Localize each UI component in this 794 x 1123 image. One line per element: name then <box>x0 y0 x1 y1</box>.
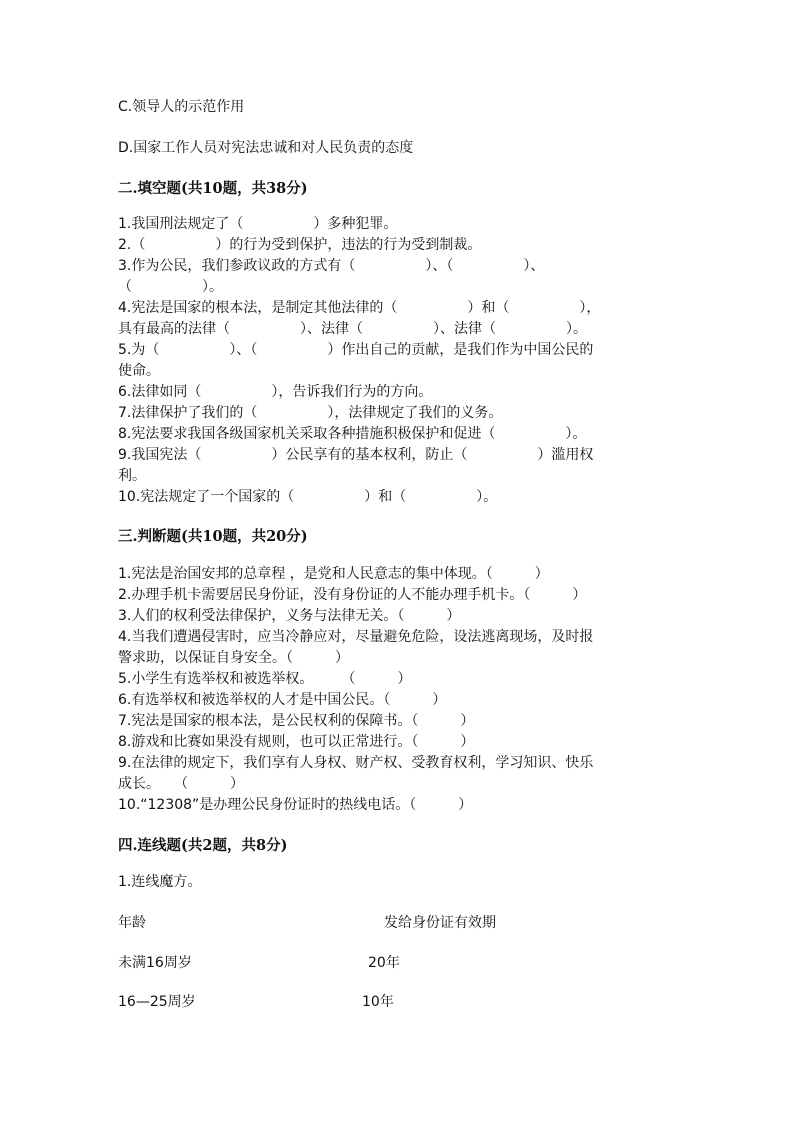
fill-blank-line: 具有最高的法律（ ）、法律（ ）、法律（ ）。 <box>118 321 587 337</box>
option-c: C.领导人的示范作用 <box>118 99 245 115</box>
fill-blank-line: 4.宪法是国家的根本法，是制定其他法律的（ ）和（ ）， <box>118 300 601 316</box>
fill-blank-line: 2.（ ）的行为受到保护，违法的行为受到制裁。 <box>118 237 482 253</box>
true-false-line: 8.游戏和比赛如果没有规则，也可以正常进行。（ ） <box>118 734 475 750</box>
true-false-line: 6.有选举权和被选举权的人才是中国公民。（ ） <box>118 692 447 708</box>
true-false-line: 成长。 （ ） <box>118 776 244 792</box>
fill-blank-line: 9.我国宪法（ ）公民享有的基本权利，防止（ ）滥用权 <box>118 447 594 463</box>
fill-blank-line: 使命。 <box>118 363 160 379</box>
matching-left-item: 未满16周岁 <box>118 955 192 971</box>
matching-right-item: 10年 <box>362 994 394 1010</box>
true-false-line: 警求助，以保证自身安全。（ ） <box>118 650 349 666</box>
option-d: D.国家工作人员对宪法忠诚和对人民负责的态度 <box>118 140 414 156</box>
fill-blank-line: （ ）。 <box>118 279 223 295</box>
true-false-line: 9.在法律的规定下，我们享有人身权、财产权、受教育权利，学习知识、快乐 <box>118 755 594 771</box>
true-false-line: 3.人们的权利受法律保护，义务与法律无关。（ ） <box>118 608 461 624</box>
fill-blank-line: 5.为（ ）、（ ）作出自己的贡献，是我们作为中国公民的 <box>118 342 594 358</box>
fill-blank-line: 7.法律保护了我们的（ ），法律规定了我们的义务。 <box>118 405 503 421</box>
matching-header-validity: 发给身份证有效期 <box>384 915 496 931</box>
matching-left-item: 16—25周岁 <box>118 994 196 1010</box>
true-false-line: 2.办理手机卡需要居民身份证，没有身份证的人不能办理手机卡。（ ） <box>118 587 587 603</box>
true-false-line: 1.宪法是治国安邦的总章程 ，是党和人民意志的集中体现。（ ） <box>118 566 549 582</box>
true-false-line: 5.小学生有选举权和被选举权。 （ ） <box>118 671 412 687</box>
fill-blank-line: 3.作为公民，我们参政议政的方式有（ ）、（ ）、 <box>118 258 545 274</box>
section-heading-fill-blank: 二.填空题(共10题，共38分) <box>118 180 308 197</box>
true-false-line: 7.宪法是国家的根本法，是公民权利的保障书。（ ） <box>118 713 475 729</box>
section-heading-true-false: 三.判断题(共10题，共20分) <box>118 528 308 545</box>
fill-blank-line: 8.宪法要求我国各级国家机关采取各种措施积极保护和促进（ ）。 <box>118 426 587 442</box>
matching-question: 1.连线魔方。 <box>118 874 202 890</box>
fill-blank-line: 6.法律如同（ ），告诉我们行为的方向。 <box>118 384 433 400</box>
true-false-line: 4.当我们遭遇侵害时，应当冷静应对，尽量避免危险，设法逃离现场，及时报 <box>118 629 594 645</box>
true-false-line: 10.“12308”是办理公民身份证时的热线电话。（ ） <box>118 797 473 813</box>
matching-header-age: 年龄 <box>118 915 146 931</box>
fill-blank-line: 利。 <box>118 468 146 484</box>
fill-blank-line: 10.宪法规定了一个国家的（ ）和（ ）。 <box>118 489 498 505</box>
matching-right-item: 20年 <box>368 955 400 971</box>
section-heading-matching: 四.连线题(共2题，共8分) <box>118 837 288 854</box>
fill-blank-line: 1.我国刑法规定了（ ）多种犯罪。 <box>118 216 398 232</box>
